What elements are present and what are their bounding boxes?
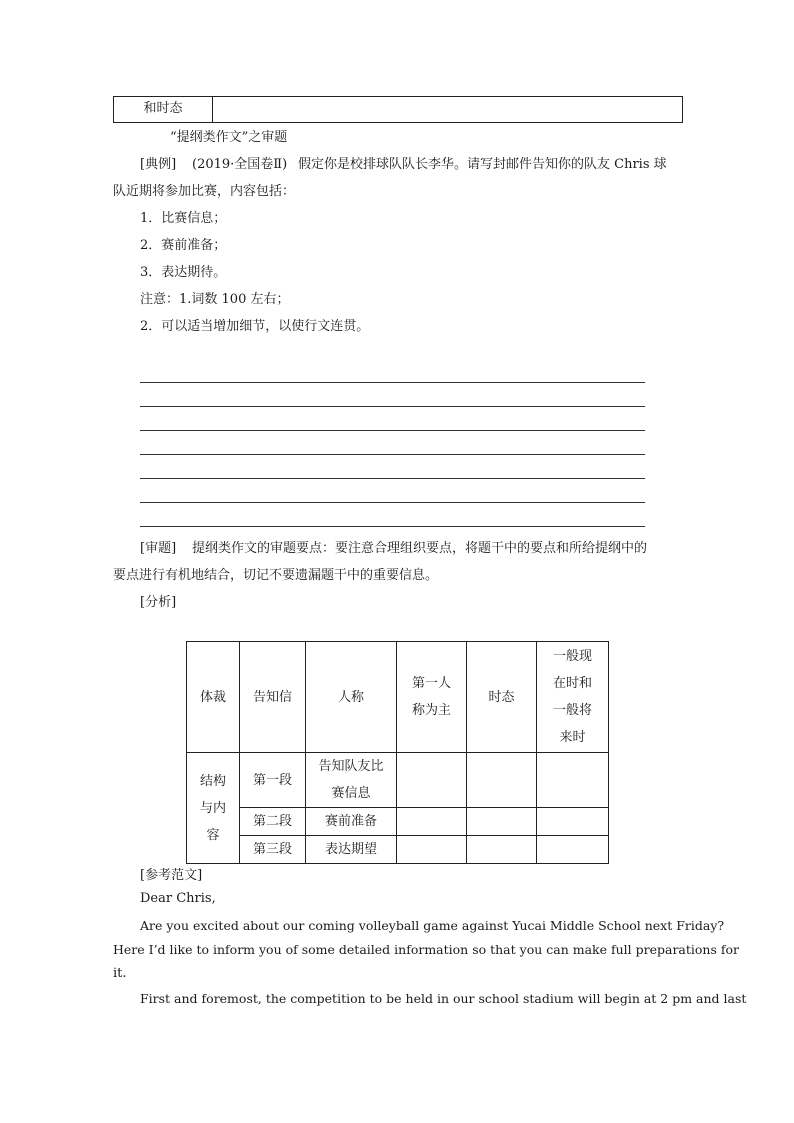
writing-line xyxy=(140,382,645,383)
top-table-cell: 和时态 xyxy=(114,97,213,122)
letter-salutation: Dear Chris, xyxy=(140,891,216,906)
example-item-1: 1．比赛信息； xyxy=(140,211,227,226)
paragraph-3-label: 第三段 xyxy=(240,836,306,864)
analysis-table xyxy=(186,641,609,864)
writing-line xyxy=(140,478,645,479)
review-line-2: 要点进行有机地结合，切记不要遗漏题干中的重要信息。 xyxy=(113,568,439,583)
empty-cell xyxy=(537,808,609,836)
structure-line-1: 结构 xyxy=(199,773,226,789)
example-note-2: 2．可以适当增加细节，以使行文连贯。 xyxy=(140,319,370,334)
example-source: (2019·全国卷Ⅱ) xyxy=(192,157,288,172)
person-value xyxy=(397,642,467,753)
genre-value: 告知信 xyxy=(240,642,306,753)
empty-cell xyxy=(467,808,537,836)
example-line-2: 队近期将参加比赛，内容包括： xyxy=(113,184,296,199)
paragraph-1-content-line-2: 赛信息 xyxy=(331,786,371,801)
review-line-1: 提纲类作文的审题要点：要注意合理组织要点，将题干中的要点和所给提纲中的 xyxy=(192,541,648,556)
person-line-2: 称为主 xyxy=(411,703,451,718)
letter-p1-line-3: it. xyxy=(113,966,127,981)
person-header: 人称 xyxy=(306,642,397,753)
example-item-2: 2．赛前准备； xyxy=(140,238,227,253)
letter-p2-line-1: First and foremost, the competition to be held in our school stadium will begin at 2 pm and last xyxy=(140,991,747,1006)
paragraph-2-label: 第二段 xyxy=(240,808,306,836)
example-label: [典例] xyxy=(140,157,177,172)
empty-cell xyxy=(537,753,609,808)
writing-line xyxy=(140,454,645,455)
model-essay-label: [参考范文] xyxy=(140,868,203,883)
empty-cell xyxy=(537,836,609,864)
top-table-row xyxy=(113,96,683,123)
writing-line xyxy=(140,430,645,431)
tense-line-2: 在时和 xyxy=(552,676,592,691)
example-line-1: 假定你是校排球队队长李华。请写封邮件告知你的队友 Chris 球 xyxy=(298,157,667,172)
structure-line-2: 与内 xyxy=(199,800,226,816)
tense-line-3: 一般将 xyxy=(552,703,592,718)
writing-line xyxy=(140,502,645,503)
letter-p1-line-2: Here I’d like to inform you of some detailed information so that you can make full preparations for xyxy=(113,942,739,957)
section-title: “提纲类作文”之审题 xyxy=(170,130,288,145)
tense-line-4: 来时 xyxy=(559,730,586,745)
genre-header: 体裁 xyxy=(187,642,240,753)
tense-line-1: 一般现 xyxy=(552,649,592,664)
paragraph-1-label: 第一段 xyxy=(240,753,306,808)
review-label: [审题] xyxy=(140,541,177,556)
paragraph-1-content xyxy=(306,753,397,808)
paragraph-2-content: 赛前准备 xyxy=(306,808,397,836)
structure-header xyxy=(187,753,240,864)
example-item-3: 3．表达期待。 xyxy=(140,265,227,280)
tense-header: 时态 xyxy=(467,642,537,753)
letter-p1-line-1: Are you excited about our coming volleyball game against Yucai Middle School next Friday? xyxy=(140,918,725,933)
paragraph-3-content: 表达期望 xyxy=(306,836,397,864)
analysis-label: [分析] xyxy=(140,595,177,610)
person-line-1: 第一人 xyxy=(411,676,451,691)
tense-value xyxy=(537,642,609,753)
empty-cell xyxy=(467,836,537,864)
empty-cell xyxy=(397,808,467,836)
example-note-1: 注意：1.词数 100 左右； xyxy=(140,292,290,307)
empty-cell xyxy=(397,836,467,864)
writing-line xyxy=(140,406,645,407)
writing-line xyxy=(140,526,645,527)
empty-cell xyxy=(397,753,467,808)
paragraph-1-content-line-1: 告知队友比 xyxy=(318,759,384,774)
empty-cell xyxy=(467,753,537,808)
structure-line-3: 容 xyxy=(206,827,220,843)
